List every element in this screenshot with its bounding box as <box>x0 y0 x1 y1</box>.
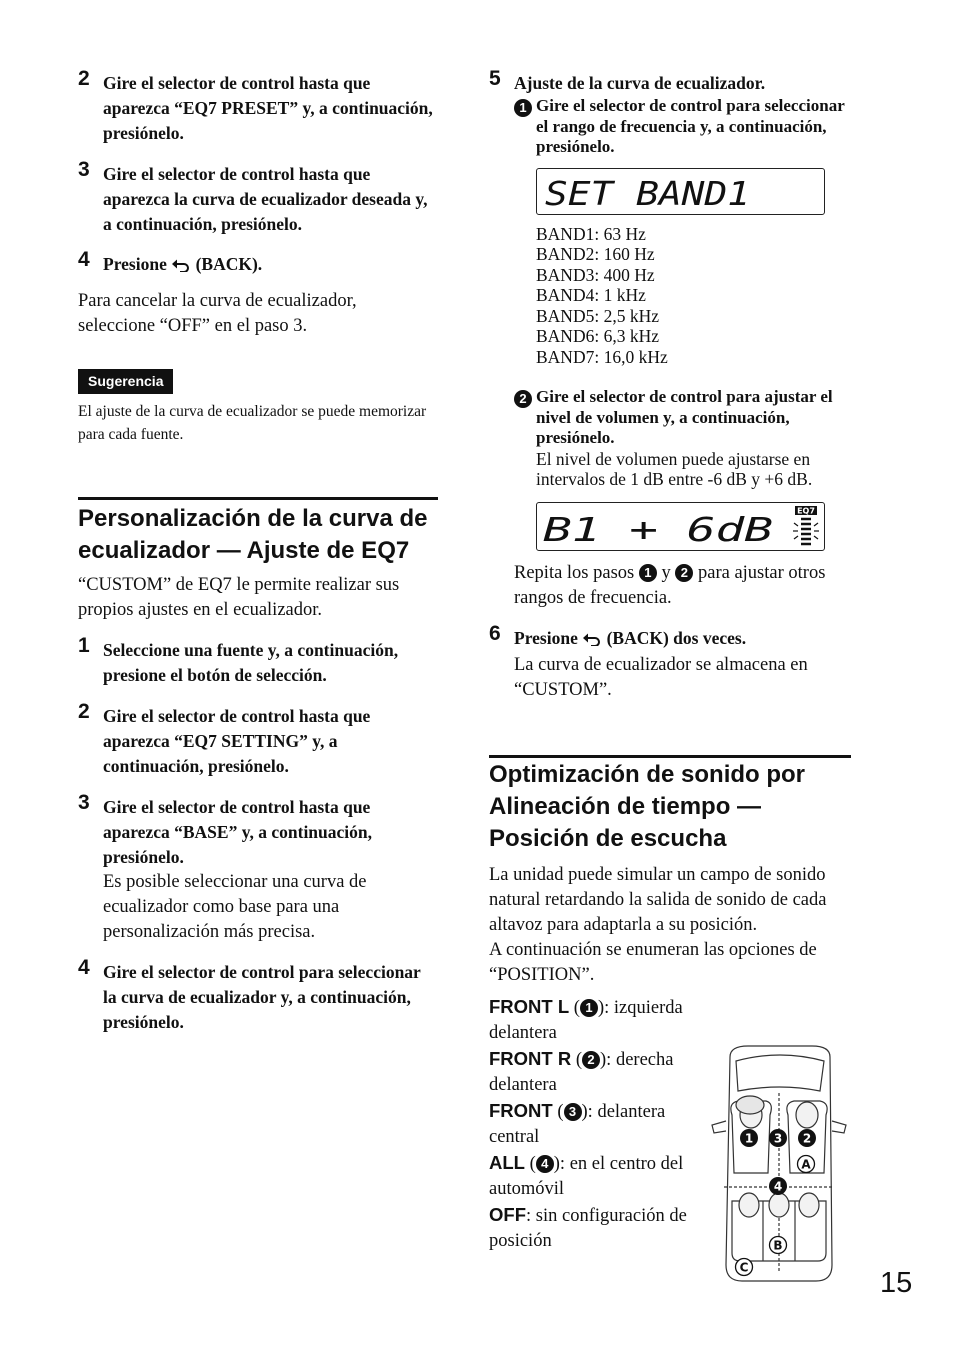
step-2-custom <box>78 700 438 779</box>
option-marker: 2 <box>582 1051 600 1069</box>
lcd-text: B1 + 6dB <box>543 509 773 549</box>
step-text: Gire el selector de control hasta que aparezca la curva de ecualizador deseada y, a continuación, presiónelo. <box>103 164 428 234</box>
lcd-display-band-level <box>536 502 825 551</box>
intro-paragraph-2: A continuación se enumeran las opciones de “POSITION”. <box>489 939 817 985</box>
back-arrow-icon <box>171 254 191 279</box>
step-text: Gire el selector de control para seleccionar la curva de ecualizador y, a continuación, presiónelo. <box>103 962 421 1032</box>
option-label: FRONT R <box>489 1047 572 1069</box>
band-item: BAND5: 2,5 kHz <box>536 305 659 326</box>
substep-text: Gire el selector de control para ajustar el nivel de volumen y, a continuación, presiónelo. <box>536 387 833 447</box>
step-3-preset <box>78 158 438 237</box>
band-item: BAND3: 400 Hz <box>536 264 655 285</box>
option-desc: izquierda delantera <box>489 997 683 1043</box>
step-text <box>514 626 851 653</box>
eq7-badge: EQ7 <box>797 506 815 515</box>
step-number: 3 <box>78 791 90 814</box>
left-column <box>78 67 438 1035</box>
band-item: BAND7: 16,0 kHz <box>536 346 668 367</box>
step-number: 4 <box>78 956 90 979</box>
step-4-custom <box>78 956 438 1035</box>
lcd-segments <box>537 503 824 550</box>
repeat-post: para ajustar otros rangos de frecuencia. <box>514 562 826 608</box>
option-all: ALL ( 4 ): en el centro del automóvil <box>489 1151 684 1199</box>
car-marker-1: 1 <box>744 1131 754 1146</box>
step-text <box>103 252 438 279</box>
tip-label: Sugerencia <box>78 369 173 394</box>
step-number: 3 <box>78 158 90 181</box>
step-number: 2 <box>78 700 90 723</box>
section-heading-time-alignment: Optimización de sonido por Alineación de tiempo — Posición de escucha <box>489 760 806 852</box>
section-rule <box>78 497 438 500</box>
car-marker-2: 2 <box>802 1131 812 1146</box>
cancel-note: Para cancelar la curva de ecualizador, seleccione “OFF” en el paso 3. <box>78 291 357 336</box>
band-item: BAND2: 160 Hz <box>536 244 655 264</box>
car-position-diagram <box>708 1043 850 1285</box>
section-rule <box>489 755 851 758</box>
step-text: Seleccione una fuente y, a continuación, presione el botón de selección. <box>103 640 399 685</box>
back-arrow-icon <box>582 628 602 653</box>
band-item: BAND1: 63 Hz <box>536 223 646 244</box>
car-marker-4: 4 <box>773 1179 783 1194</box>
option-desc: derecha delantera <box>489 1049 674 1095</box>
option-marker: 4 <box>536 1155 554 1173</box>
car-marker-3: 3 <box>773 1131 783 1146</box>
step-2-preset <box>78 67 438 146</box>
step-1-custom <box>78 634 438 688</box>
car-marker-a: A <box>801 1157 811 1172</box>
repeat-note <box>514 561 851 611</box>
lcd-segments <box>537 169 824 214</box>
step-text-pre: Presione <box>514 627 578 648</box>
substep-marker: 2 <box>514 390 532 408</box>
option-front-r: FRONT R ( 2 ): derecha delantera <box>489 1047 674 1095</box>
repeat-mid: y <box>661 562 671 583</box>
tip-box <box>78 369 438 446</box>
substep-text: Gire el selector de control para seleccionar el rango de frecuencia y, a continuación, presiónelo. <box>536 96 845 156</box>
option-front-l: FRONT L ( 1 ): izquierda delantera <box>489 995 683 1043</box>
step-number: 1 <box>78 634 90 657</box>
eq7-level-indicator <box>793 506 819 544</box>
step-note: Es posible seleccionar una curva de ecualizador como base para una personalización más precisa. <box>103 872 367 942</box>
option-label: OFF <box>489 1203 526 1225</box>
step-number: 5 <box>489 67 501 90</box>
substep-2 <box>514 387 851 490</box>
step-5-adjust <box>489 67 851 96</box>
car-marker-c: C <box>739 1260 749 1275</box>
lcd-text: SET BAND1 <box>545 173 750 213</box>
step-4-back <box>78 248 438 279</box>
option-label: FRONT <box>489 1099 553 1121</box>
marker-2: 2 <box>675 564 693 582</box>
option-off: OFF: sin configuración de posición <box>489 1203 687 1251</box>
repeat-pre: Repita los pasos <box>514 562 635 583</box>
page-number: 15 <box>880 1267 913 1299</box>
section-intro <box>489 863 851 988</box>
step-text: Gire el selector de control hasta que aparezca “EQ7 SETTING” y, a continuación, presiónelo. <box>103 706 371 776</box>
step-text: Gire el selector de control hasta que aparezca “BASE” y, a continuación, presiónelo. <box>103 797 373 867</box>
option-front: FRONT ( 3 ): delantera central <box>489 1099 666 1147</box>
option-desc: delantera central <box>489 1101 666 1147</box>
option-desc: en el centro del automóvil <box>489 1153 684 1199</box>
step-text: Ajuste de la curva de ecualizador. <box>514 73 766 93</box>
band-item: BAND4: 1 kHz <box>536 285 646 305</box>
option-marker: 3 <box>564 1103 582 1121</box>
step-number: 4 <box>78 248 90 271</box>
step-3-custom <box>78 791 438 945</box>
section-intro: “CUSTOM” de EQ7 le permite realizar sus propios ajustes en el ecualizador. <box>78 575 400 620</box>
substep-marker: 1 <box>514 99 532 117</box>
step-note: La curva de ecualizador se almacena en “CUSTOM”. <box>514 654 808 700</box>
marker-1: 1 <box>639 564 657 582</box>
step-number: 2 <box>78 67 90 90</box>
lcd-display-set-band <box>536 168 825 215</box>
band-list <box>536 224 851 368</box>
intro-paragraph-1: La unidad puede simular un campo de sonido natural retardando la salida de sonido de cada altavoz para adaptarla a su posición. <box>489 864 827 935</box>
section-heading-eq7: Personalización de la curva de ecualizador — Ajuste de EQ7 <box>78 505 428 564</box>
step-text: Gire el selector de control hasta que aparezca “EQ7 PRESET” y, a continuación, presiónelo. <box>103 73 433 143</box>
option-label: ALL <box>489 1151 525 1173</box>
tip-text: El ajuste de la curva de ecualizador se puede memorizar para cada fuente. <box>78 403 427 443</box>
step-number: 6 <box>489 621 501 645</box>
option-desc: sin configuración de posición <box>489 1205 687 1251</box>
step-text-pre: Presione <box>103 254 167 274</box>
substep-1 <box>514 96 851 158</box>
option-marker: 1 <box>580 999 598 1017</box>
option-label: FRONT L <box>489 995 570 1017</box>
step-text-post: (BACK). <box>195 254 263 274</box>
car-marker-b: B <box>773 1238 783 1253</box>
step-6-back-twice <box>489 621 851 703</box>
substep-note: El nivel de volumen puede ajustarse en intervalos de 1 dB entre -6 dB y +6 dB. <box>536 448 813 489</box>
step-text-post: (BACK) dos veces. <box>606 627 747 648</box>
band-item: BAND6: 6,3 kHz <box>536 326 659 346</box>
position-options <box>489 994 709 1254</box>
